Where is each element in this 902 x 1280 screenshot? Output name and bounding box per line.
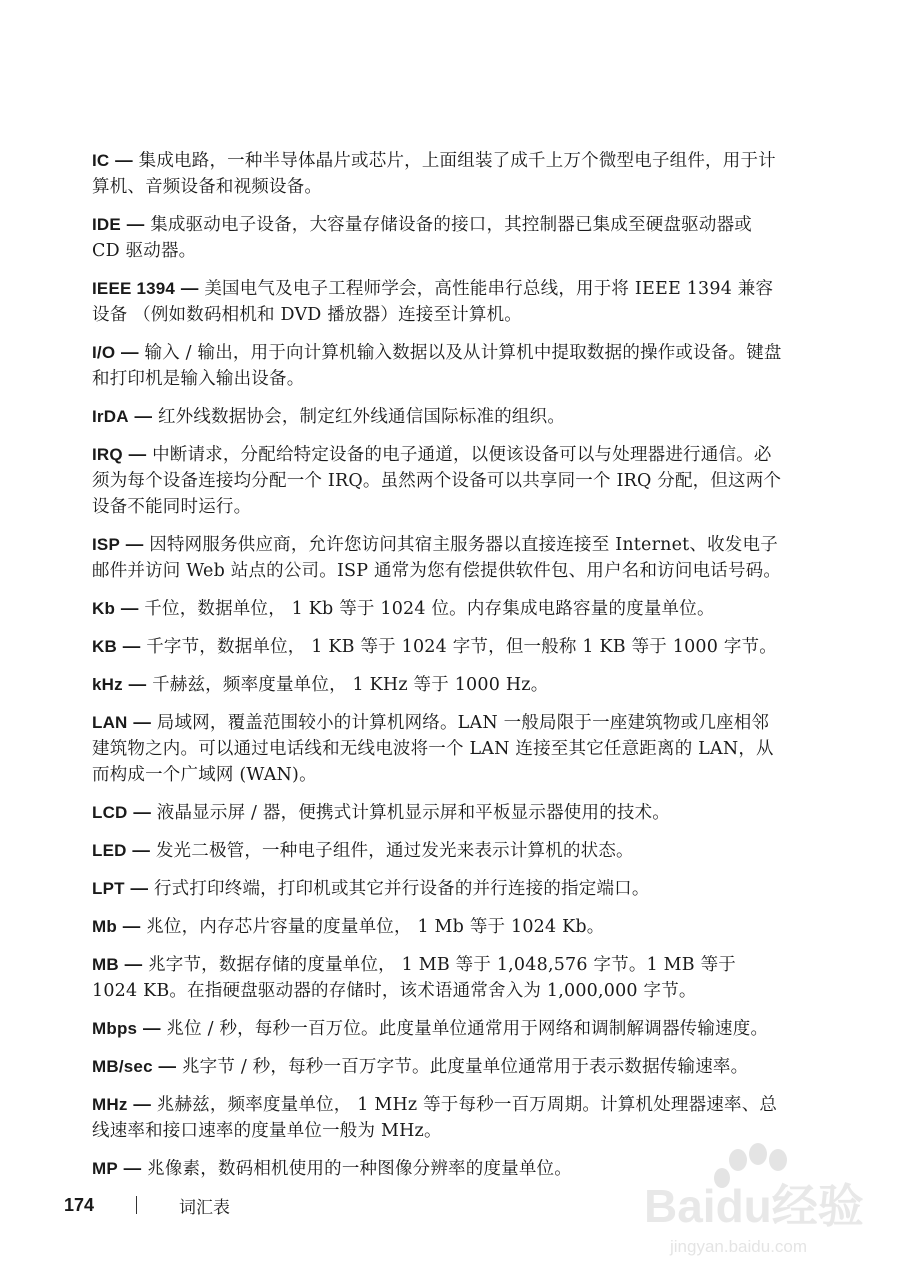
glossary-term: IrDA: [92, 407, 129, 426]
glossary-definition: 千赫兹，频率度量单位， 1 KHz 等于 1000 Hz。: [152, 675, 549, 695]
glossary-definition: 液晶显示屏 / 器，便携式计算机显示屏和平板显示器使用的技术。: [156, 803, 671, 823]
glossary-entry-io: [92, 339, 782, 392]
watermark-brand: Baidu经验: [644, 1180, 864, 1232]
glossary-definition: 因特网服务供应商，允许您访问其宿主服务器以直接连接至 Internet、收发电子邮件并访问 Web 站点的公司。ISP 通常为您有偿提供软件包、用户名和访问电话号码。: [92, 535, 782, 581]
glossary-entry-lan: [92, 709, 782, 788]
glossary-entry-mb-byte: [92, 951, 782, 1004]
glossary-term: Mbps: [92, 1019, 138, 1038]
glossary-term: Kb: [92, 599, 116, 618]
glossary-entry-lcd: [92, 799, 782, 826]
glossary-term: I/O: [92, 343, 116, 362]
glossary-definition: 兆字节，数据存储的度量单位， 1 MB 等于 1,048,576 字节。1 MB 等于 1024 KB。在指硬盘驱动器的存储时，该术语通常舍入为 1,000,000 字节。: [92, 955, 737, 1001]
glossary-definition: 千位，数据单位， 1 Kb 等于 1024 位。内存集成电路容量的度量单位。: [144, 599, 715, 619]
glossary-term: IRQ: [92, 445, 123, 464]
em-dash: —: [122, 636, 141, 656]
glossary-entry-ic: [92, 147, 782, 200]
glossary-definition: 美国电气及电子工程师学会，高性能串行总线，用于将 IEEE 1394 兼容设备 （例如数码相机和 DVD 播放器）连接至计算机。: [92, 279, 774, 325]
glossary-definition: 兆赫兹，频率度量单位， 1 MHz 等于每秒一百万周期。计算机处理器速率、总线速率和接口速率的度量单位一般为 MHz。: [92, 1095, 778, 1141]
em-dash: —: [180, 278, 199, 298]
glossary-term: IC: [92, 151, 110, 170]
em-dash: —: [133, 802, 152, 822]
glossary-term: LCD: [92, 803, 128, 822]
glossary-definition: 兆位，内存芯片容量的度量单位， 1 Mb 等于 1024 Kb。: [146, 917, 605, 937]
glossary-term: Mb: [92, 917, 117, 936]
glossary-entry-irda: [92, 403, 782, 430]
glossary-term: LAN: [92, 713, 128, 732]
glossary-definition: 集成驱动电子设备，大容量存储设备的接口，其控制器已集成至硬盘驱动器或 CD 驱动器。: [92, 215, 752, 261]
em-dash: —: [133, 1094, 152, 1114]
em-dash: —: [134, 406, 153, 426]
baidu-jingyan-watermark-logo: [640, 1140, 880, 1265]
glossary-entry-kb-bit: [92, 595, 782, 622]
glossary-entry-ieee1394: [92, 275, 782, 328]
glossary-definition: 兆位 / 秒，每秒一百万位。此度量单位通常用于网络和调制解调器传输速度。: [166, 1019, 769, 1039]
em-dash: —: [122, 916, 141, 936]
em-dash: —: [120, 598, 139, 618]
em-dash: —: [133, 712, 152, 732]
glossary-term: LED: [92, 841, 127, 860]
glossary-term: ISP: [92, 535, 121, 554]
glossary-definition: 局域网，覆盖范围较小的计算机网络。LAN 一般局限于一座建筑物或几座相邻建筑物之内。可以通过电话线和无线电波将一个 LAN 连接至其它任意距离的 LAN，从而构成一个广域网 (WAN)。: [92, 713, 774, 785]
em-dash: —: [158, 1056, 177, 1076]
em-dash: —: [142, 1018, 161, 1038]
em-dash: —: [130, 878, 149, 898]
glossary-definition: 发光二极管，一种电子组件，通过发光来表示计算机的状态。: [155, 841, 634, 861]
glossary-definition: 千字节，数据单位， 1 KB 等于 1024 字节，但一般称 1 KB 等于 1000 字节。: [146, 637, 777, 657]
glossary-entry-khz: [92, 671, 782, 698]
glossary-term: IEEE 1394: [92, 279, 176, 298]
glossary-term: MHz: [92, 1095, 128, 1114]
em-dash: —: [121, 342, 139, 362]
em-dash: —: [132, 840, 151, 860]
glossary-entry-isp: [92, 531, 782, 584]
watermark-url: jingyan.baidu.com: [670, 1237, 808, 1256]
footer-divider: [136, 1196, 137, 1214]
glossary-definition: 集成电路，一种半导体晶片或芯片，上面组装了成千上万个微型电子组件，用于计算机、音频设备和视频设备。: [92, 151, 776, 197]
em-dash: —: [115, 150, 133, 170]
em-dash: —: [124, 954, 143, 974]
em-dash: —: [125, 534, 144, 554]
glossary-definition: 兆像素，数码相机使用的一种图像分辨率的度量单位。: [147, 1159, 572, 1179]
page-number: 174: [64, 1194, 95, 1215]
glossary-definition: 红外线数据协会，制定红外线通信国际标准的组织。: [157, 407, 566, 427]
glossary-content: [92, 147, 782, 1193]
em-dash: —: [123, 1158, 142, 1178]
glossary-entry-mb-sec: [92, 1053, 782, 1080]
glossary-definition: 行式打印终端，打印机或其它并行设备的并行连接的指定端口。: [153, 879, 650, 899]
glossary-definition: 中断请求，分配给特定设备的电子通道，以便该设备可以与处理器进行通信。必须为每个设备连接均分配一个 IRQ。虽然两个设备可以共享同一个 IRQ 分配，但这两个设备不能同时运行。: [92, 445, 782, 517]
glossary-term: MB/sec: [92, 1057, 153, 1076]
glossary-entry-lpt: [92, 875, 782, 902]
glossary-entry-irq: [92, 441, 782, 520]
glossary-entry-mhz: [92, 1091, 782, 1144]
em-dash: —: [128, 444, 147, 464]
glossary-entry-kb-byte: [92, 633, 782, 660]
glossary-entry-mbps: [92, 1015, 782, 1042]
glossary-entry-mb-bit: [92, 913, 782, 940]
glossary-term: MP: [92, 1159, 118, 1178]
glossary-entry-led: [92, 837, 782, 864]
glossary-term: kHz: [92, 675, 123, 694]
glossary-term: IDE: [92, 215, 121, 234]
page-footer: [64, 1190, 230, 1220]
glossary-entry-ide: [92, 211, 782, 264]
em-dash: —: [128, 674, 147, 694]
glossary-definition: 输入 / 输出，用于向计算机输入数据以及从计算机中提取数据的操作或设备。键盘和打印机是输入输出设备。: [92, 343, 782, 389]
em-dash: —: [126, 214, 145, 234]
glossary-term: LPT: [92, 879, 125, 898]
glossary-definition: 兆字节 / 秒，每秒一百万字节。此度量单位通常用于表示数据传输速率。: [181, 1057, 749, 1077]
section-title: 词汇表: [179, 1197, 231, 1218]
glossary-term: KB: [92, 637, 117, 656]
glossary-term: MB: [92, 955, 119, 974]
